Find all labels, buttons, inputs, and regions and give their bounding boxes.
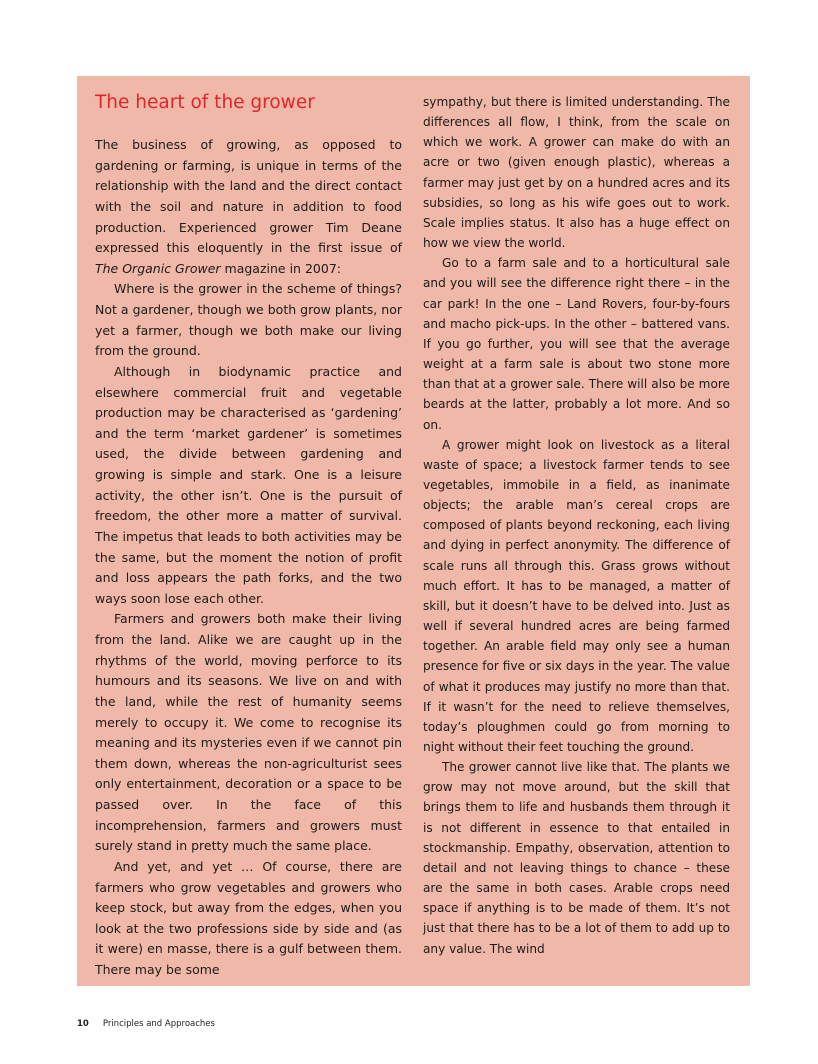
article-heading: The heart of the grower xyxy=(95,92,315,113)
paragraph: Farmers and growers both make their living from the land. Alike we are caught up in the rhythms of the world, moving perforce to its humours and its seasons. We live on and with the land, while the rest of humanity seems merely to occupy it. We come to recognise its meaning and its mysteries even if we cannot pin them down, whereas the non-agriculturist sees only entertainment, decoration or a space to be passed over. In the face of this incomprehension, farmers and growers must surely stand in pretty much the same place. xyxy=(95,611,402,854)
left-column xyxy=(95,92,402,981)
paragraph: The grower cannot live like that. The plants we grow may not move around, but the skill that brings them to life and husbands them through it is not different in essence to that entailed in stockmanship. Empathy, observation, attention to detail and not leaving things to chance – these are the same in both cases. Arable crops need space if anything is to be made of them. It’s not just that there has to be a lot of them to add up to any value. The wind xyxy=(423,760,730,956)
paragraph-text: The business of growing, as opposed to gardening or farming, is unique in terms of the relationship with the land and the direct contact with the soil and nature in addition to food production. Experienced grower Tim Deane expressed this eloquently in the first issue of xyxy=(95,137,402,256)
paragraph-text: magazine in 2007: xyxy=(220,260,341,276)
page-number: 10 xyxy=(77,1019,89,1029)
paragraph: And yet, and yet … Of course, there are farmers who grow vegetables and growers who keep stock, but away from the edges, when you look at the two professions side by side and (as it were) en masse, there is a gulf between them. There may be some xyxy=(95,858,402,977)
paragraph: sympathy, but there is limited understanding. The differences all flow, I think, from the scale on which we work. A grower can make do with an acre or two (given enough plastic), whereas a farmer may just get by on a hundred acres and its subsidies, so long as his wife goes out to work. Scale implies status. It also has a huge effect on how we view the world. xyxy=(423,95,730,251)
page-footer xyxy=(77,1018,215,1030)
magazine-title: The Organic Grower xyxy=(95,260,221,276)
right-column xyxy=(423,92,730,959)
paragraph: Although in biodynamic practice and elsewhere commercial fruit and vegetable production may be characterised as ‘gardening’ and the term ‘market gardener’ is sometimes used, the divide between gardening and growing is simple and stark. One is a leisure activity, the other isn’t. One is the pursuit of freedom, the other more a matter of survival. The impetus that leads to both activities may be the same, but the moment the notion of profit and loss appears the path forks, and the two ways soon lose each other. xyxy=(95,363,402,606)
paragraph: A grower might look on livestock as a literal waste of space; a livestock farmer tends to see vegetables, immobile in a field, as inanimate objects; the arable man’s cereal crops are composed of plants beyond reckoning, each living and dying in perfect anonymity. The difference of scale runs all through this. Grass grows without much effort. It has to be managed, a matter of skill, but it doesn’t have to be delved into. Just as well if several hundred acres are being farmed together. An arable field may only see a human presence for five or six days in the year. The value of what it produces may justify no more than that. If it wasn’t for the need to relieve themselves, today’s ploughmen could go from morning to night without their feet touching the ground. xyxy=(423,437,730,754)
paragraph: Go to a farm sale and to a horticultural sale and you will see the difference right there – in the car park! In the one – Land Rovers, four-by-fours and macho pick-ups. In the other – battered vans. If you go further, you will see that the average weight at a farm sale is about two stone more than that at a grower sale. There will also be more beards at the latter, probably a lot more. And so on. xyxy=(423,256,730,432)
article-panel xyxy=(77,76,750,986)
section-title: Principles and Approaches xyxy=(102,1019,215,1029)
paragraph xyxy=(95,135,402,279)
paragraph: Where is the grower in the scheme of things? Not a gardener, though we both grow plants, nor yet a farmer, though we both make our living from the ground. xyxy=(95,281,402,359)
